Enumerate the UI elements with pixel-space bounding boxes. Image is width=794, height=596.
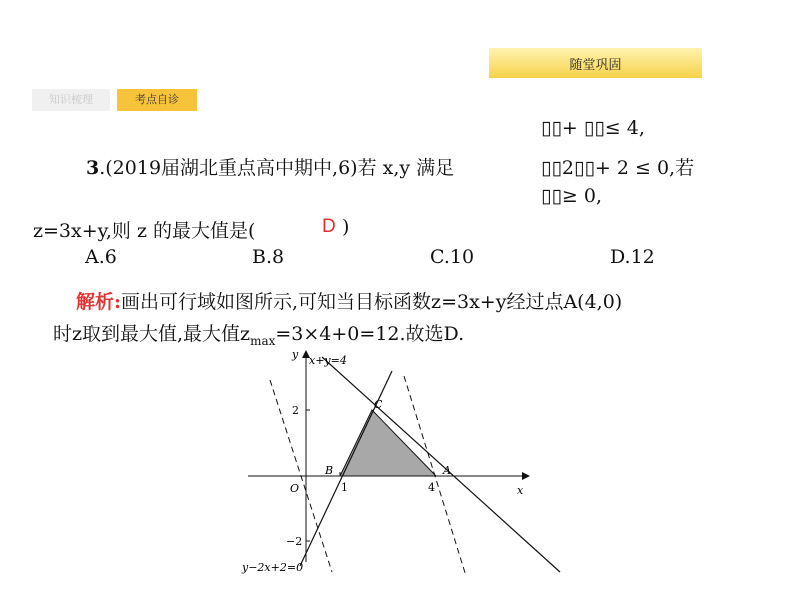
solution-text-1: 画出可行域如图所示,可知当目标函数z=3x+y经过点A(4,0) bbox=[121, 291, 623, 313]
feasible-region bbox=[340, 410, 436, 476]
axis-y-label: y bbox=[292, 348, 299, 361]
tick-label-x-4: 4 bbox=[428, 481, 435, 494]
constraint-1: ▯▯+ ▯▯≤ 4, bbox=[541, 117, 645, 139]
question-close-paren: ) bbox=[342, 216, 350, 238]
section-label: 随堂巩固 bbox=[569, 58, 622, 73]
tick-label-x-1: 1 bbox=[341, 481, 348, 494]
question-number: 3 bbox=[86, 157, 100, 179]
tab-knowledge-review[interactable]: 知识梳理 bbox=[32, 89, 110, 111]
option-c: C.10 bbox=[430, 246, 475, 268]
point-c-label: C bbox=[374, 398, 383, 411]
point-a-label: A bbox=[443, 464, 451, 477]
option-b: B.8 bbox=[252, 246, 285, 268]
answer-text: D bbox=[322, 216, 336, 237]
point-b-label: B bbox=[325, 464, 334, 477]
line-label-y-2x: y−2x+2=0 bbox=[242, 561, 304, 574]
constraint-3: ▯▯≥ 0, bbox=[541, 185, 602, 207]
origin-label: O bbox=[290, 482, 300, 495]
line-label-x-plus-y: x+y=4 bbox=[309, 354, 347, 367]
solution-text-2b: =3×4+0=12.故选D. bbox=[275, 323, 465, 345]
constraint-2: ▯▯2▯▯+ 2 ≤ 0,若 bbox=[541, 157, 695, 179]
option-a: A.6 bbox=[85, 246, 117, 268]
tick-label-y-minus-2: −2 bbox=[286, 535, 303, 548]
tab-self-test[interactable]: 考点自诊 bbox=[117, 89, 197, 111]
solution-label: 解析: bbox=[76, 291, 122, 313]
option-d: D.12 bbox=[610, 246, 655, 268]
question-stem-2: z=3x+y,则 z 的最大值是( bbox=[33, 220, 256, 242]
question-stem-1: .(2019届湖北重点高中期中,6)若 x,y 满足 bbox=[99, 157, 455, 179]
solution-subscript: max bbox=[250, 333, 276, 348]
axis-x-label: x bbox=[517, 484, 524, 497]
x-axis-arrow bbox=[522, 472, 530, 480]
solution-text-2a: 时z取到最大值,最大值z bbox=[53, 323, 251, 345]
tick-label-y-2: 2 bbox=[292, 404, 299, 417]
